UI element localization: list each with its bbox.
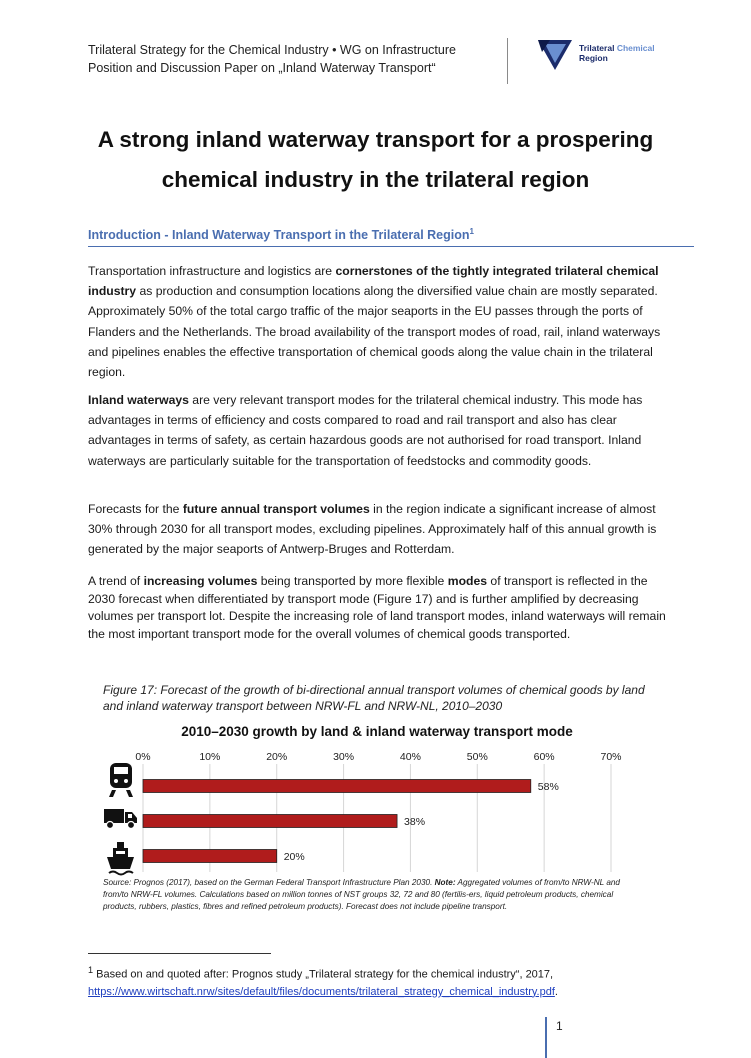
figure-caption: Figure 17: Forecast of the growth of bi-directional annual transport volumes of chemical goods by land and inland waterway transport between NRW-FL and NRW-NL, 2010–2030 — [103, 683, 645, 713]
train-icon — [109, 763, 133, 797]
footnote-marker: 1 — [88, 965, 94, 975]
chart — [100, 720, 660, 880]
p4-text-a: A trend of — [88, 574, 144, 588]
trilateral-chemical-region-logo — [536, 36, 666, 72]
source-note-label: Note: — [434, 878, 456, 887]
p4-bold-1: increasing volumes — [143, 574, 258, 588]
p4-bold-2: modes — [447, 574, 488, 588]
header-line-2: Position and Discussion Paper on „Inland Waterway Transport“ — [88, 61, 436, 75]
logo-word-region: Region — [579, 53, 608, 63]
x-tick-label: 70% — [600, 751, 622, 763]
bar-value-label: 20% — [283, 851, 305, 863]
p2-bold: Inland waterways — [88, 393, 189, 407]
footnote — [88, 962, 688, 1001]
paragraph-3 — [88, 499, 668, 560]
paragraph-1 — [88, 261, 668, 382]
bar-value-label: 58% — [537, 781, 559, 793]
bar-value-label: 38% — [404, 816, 426, 828]
x-tick-label: 0% — [135, 751, 151, 763]
page-number: 1 — [556, 1019, 563, 1033]
p2-text-b: are very relevant transport modes for the trilateral chemical industry. This mode has advantages in terms of efficiency and costs compared to road and rail transport and also has clear advantages in terms of safety, as certain hazardous goods are not authorised for road transport. Inland waterways are particularly suitable for the transportation of feedstocks and commodity goods. — [88, 393, 643, 468]
bar-chart — [100, 720, 660, 880]
source-text-a: Source: Prognos (2017), based on the German Federal Transport Infrastructure Plan 2030. — [103, 878, 435, 887]
bar-road — [143, 815, 397, 828]
x-tick-label: 40% — [399, 751, 421, 763]
paragraph-4 — [88, 573, 668, 643]
page-number-bar — [545, 1017, 547, 1058]
title-line-2: chemical industry in the trilateral region — [161, 167, 590, 192]
footnote-link[interactable]: https://www.wirtschaft.nrw/sites/default/files/documents/trilateral_strategy_chemical_industry.pdf — [88, 985, 555, 998]
footnote-rule — [88, 953, 271, 954]
p3-text-a: Forecasts for the — [88, 502, 183, 516]
header-line-1: Trilateral Strategy for the Chemical Industry • WG on Infrastructure — [88, 43, 456, 57]
mode-icons — [104, 763, 137, 875]
running-header — [88, 41, 456, 77]
section-heading-text: Introduction - Inland Waterway Transport in the Trilateral Region — [88, 228, 470, 243]
logo-word-trilateral: Trilateral — [579, 43, 615, 53]
p1-text-c: as production and consumption locations along the diversified value chain are mostly separated. Approximately 50% of the total cargo traffic of the major seaports in the EU passes through the ports of Flanders and the Netherlands. The broad availability of the transport modes of road, rail, inland waterways and pipelines enables the effective transportation of chemical goods along the value chain in the trilateral region. — [88, 284, 661, 380]
p1-text-a: Transportation infrastructure and logistics are — [88, 264, 336, 278]
p3-text-c: in the region indicate a significant increase of almost 30% through 2030 for all transport modes, excluding pipelines. Approximately half of this annual growth is generated by the major seaports of Antwerp-Bruges and Rotterdam. — [88, 502, 657, 557]
footnote-after-link: . — [554, 985, 558, 998]
p1-bold: cornerstones of the tightly integrated trilateral chemical industry — [88, 264, 659, 299]
footnote-text: Based on and quoted after: Prognos study „Trilateral strategy for the chemical industry“, 2017, — [93, 968, 554, 981]
ship-icon — [107, 842, 134, 875]
p4-text-e: of transport is reflected in the 2030 forecast when differentiated by transport mode (Figure 17) and is further amplified by decreasing volumes per transport lot. Despite the increasing role of land transport modes, inland waterways will remain the most important transport mode for the overall volumes of chemical goods transported. — [88, 574, 666, 641]
x-axis-ticks — [135, 751, 621, 763]
x-tick-label: 10% — [199, 751, 221, 763]
header-divider — [507, 38, 508, 84]
x-tick-label: 30% — [333, 751, 355, 763]
page-title — [60, 120, 691, 200]
bars — [143, 780, 531, 863]
chart-title: 2010–2030 growth by land & inland waterway transport mode — [181, 724, 573, 739]
bar-inland-waterway — [143, 850, 277, 863]
truck-icon — [104, 809, 137, 829]
section-heading — [88, 227, 474, 242]
x-tick-label: 60% — [533, 751, 555, 763]
logo-word-chemical: Chemical — [616, 43, 655, 53]
p4-text-c: being transported by more flexible — [257, 574, 448, 588]
x-tick-label: 50% — [466, 751, 488, 763]
p3-bold: future annual transport volumes — [182, 502, 370, 516]
x-tick-label: 20% — [266, 751, 288, 763]
footnote-reference[interactable]: 1 — [469, 227, 474, 236]
logo-triangle-icon — [536, 36, 576, 72]
figure-source — [103, 877, 643, 913]
source-text-b: Aggregated volumes of from/to NRW-NL and from/to NRW-FL volumes. Calculations based on million tonnes of NST groups 32, 72 and 80 (fertilis-ers, liquid petroleum products, chemical products, rubbers, plastics, fibres and refined petroleum products). Forecast does not include pipeline transport. — [103, 878, 620, 911]
title-line-1: A strong inland waterway transport for a prospering — [97, 127, 654, 152]
heading-rule — [88, 246, 694, 247]
bar-rail — [143, 780, 531, 793]
paragraph-2 — [88, 390, 668, 471]
